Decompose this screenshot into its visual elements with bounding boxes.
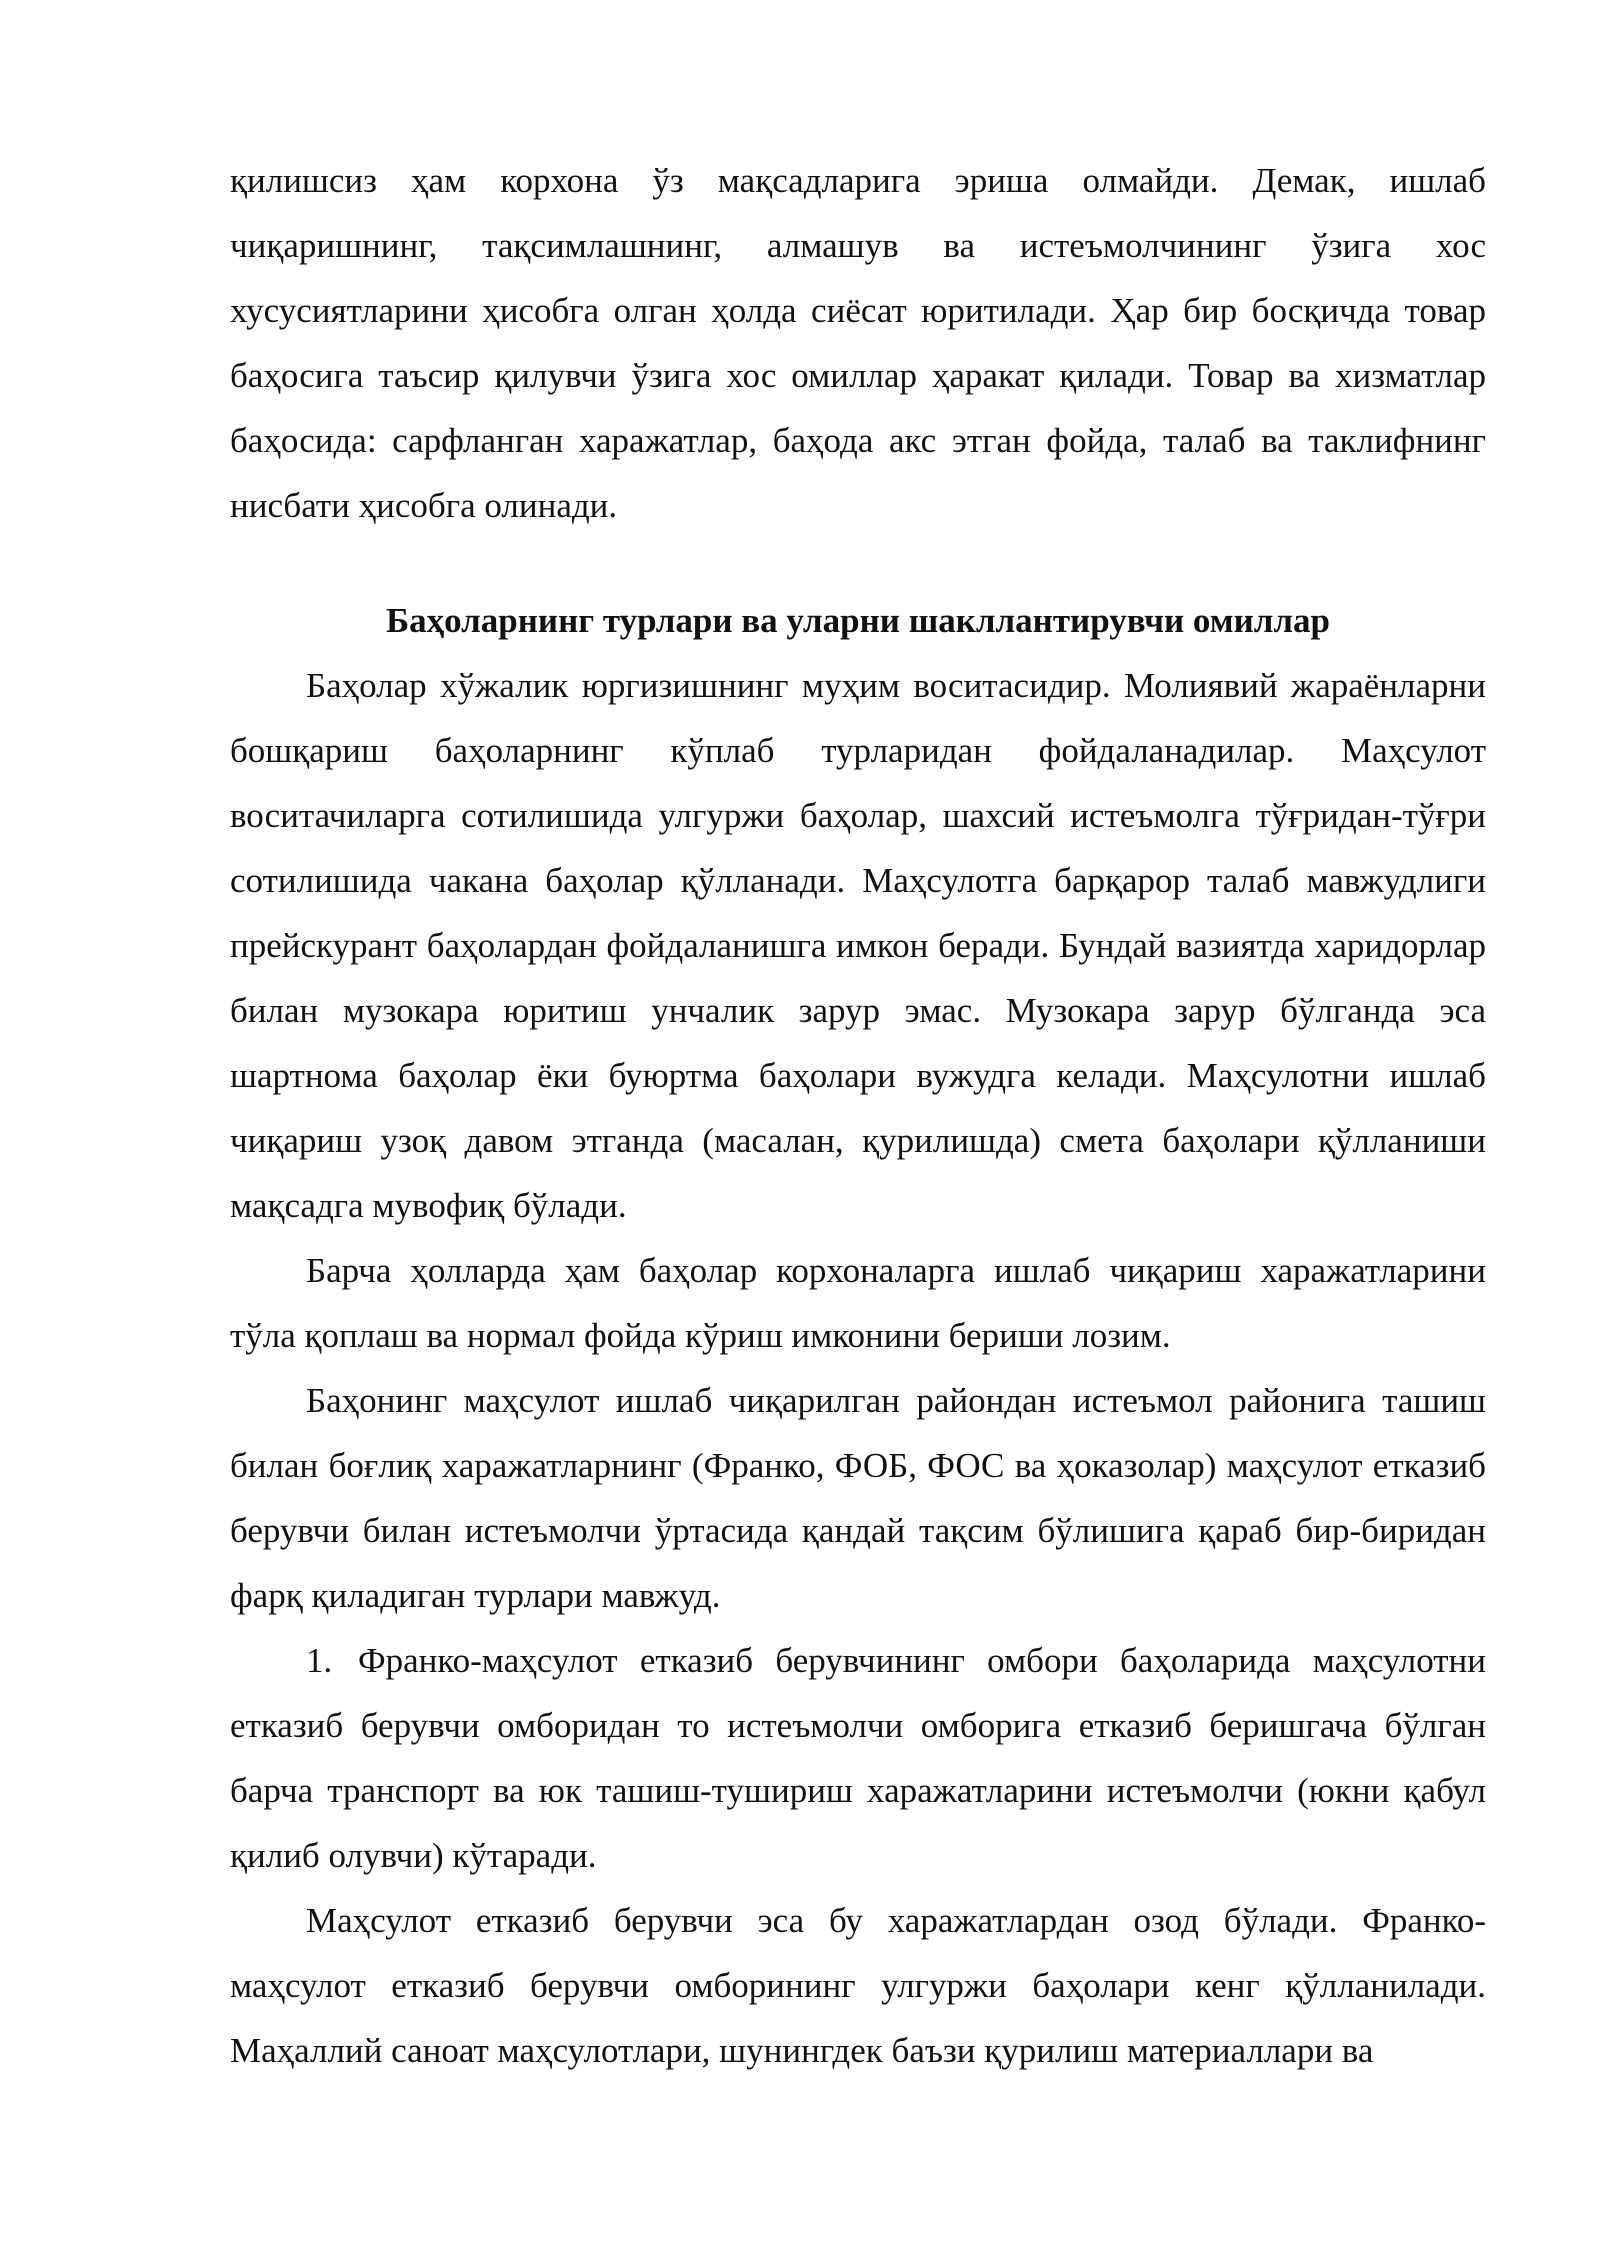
section-gap bbox=[230, 538, 1486, 588]
paragraph-prices-types: Баҳолар хўжалик юргизишнинг муҳим воситасидир. Молиявий жараёнларни бошқариш баҳоларнинг кўплаб турларидан фойдаланадилар. Маҳсулот воситачиларга сотилишида улгуржи баҳолар, шахсий истеъмолга тўғридан-тўғри сотилишида чакана баҳолар қўлланади. Маҳсулотга барқарор талаб мавжудлиги прейскурант баҳолардан фойдаланишга имкон беради. Бундай вазиятда харидорлар билан музокара юритиш унчалик зарур эмас. Музокара зарур бўлганда эса шартнома баҳолар ёки буюртма баҳолари вужудга келади. Маҳсулотни ишлаб чиқариш узоқ давом этганда (масалан, қурилишда) смета баҳолари қўлланиши мақсадга мувофиқ бўлади. bbox=[230, 666, 1486, 1225]
list-item-number: 1. bbox=[306, 1641, 333, 1680]
document-body bbox=[230, 148, 1486, 2083]
intro-paragraph: қилишсиз ҳам корхона ўз мақсадларига эриша олмайди. Демак, ишлаб чиқаришнинг, тақсимлашнинг, алмашув ва истеъмолчининг ўзига хос хусусиятларини ҳисобга олган ҳолда сиёсат юритилади. Ҳар бир босқичда товар баҳосига таъсир қилувчи ўзига хос омиллар ҳаракат қилади. Товар ва хизматлар баҳосида: сарфланган харажатлар, баҳода акс этган фойда, талаб ва таклифнинг нисбати ҳисобга олинади. bbox=[230, 161, 1486, 525]
list-item-text: Франко-маҳсулот етказиб берувчининг омбори баҳоларида маҳсулотни етказиб берувчи омборидан то истеъмолчи омборига етказиб беришгача бўлган барча транспорт ва юк ташиш-тушириш харажатларини истеъмолчи (юкни қабул қилиб олувчи) кўтаради. bbox=[230, 1641, 1486, 1875]
section-title: Баҳоларнинг турлари ва уларни шакллантирувчи омиллар bbox=[385, 601, 1331, 640]
closing-paragraph: Маҳсулот етказиб берувчи эса бу харажатлардан озод бўлади. Франко-маҳсулот етказиб берувчи омборининг улгуржи баҳолари кенг қўлланилади. Маҳаллий саноат маҳсулотлари, шунингдек баъзи қурилиш материаллари ва bbox=[230, 1901, 1486, 2070]
paragraph-transport-costs: Баҳонинг маҳсулот ишлаб чиқарилган райондан истеъмол районига ташиш билан боғлиқ харажатларнинг (Франко, ФОБ, ФОС ва ҳоказолар) маҳсулот етказиб берувчи билан истеъмолчи ўртасида қандай тақсим бўлишига қараб бир-биридан фарқ қиладиган турлари мавжуд. bbox=[230, 1381, 1486, 1615]
list-item-franko bbox=[230, 1628, 1486, 1888]
paragraph-all-cases: Барча ҳолларда ҳам баҳолар корхоналарга ишлаб чиқариш харажатларини тўла қоплаш ва нормал фойда кўриш имконини бериши лозим. bbox=[230, 1251, 1486, 1355]
